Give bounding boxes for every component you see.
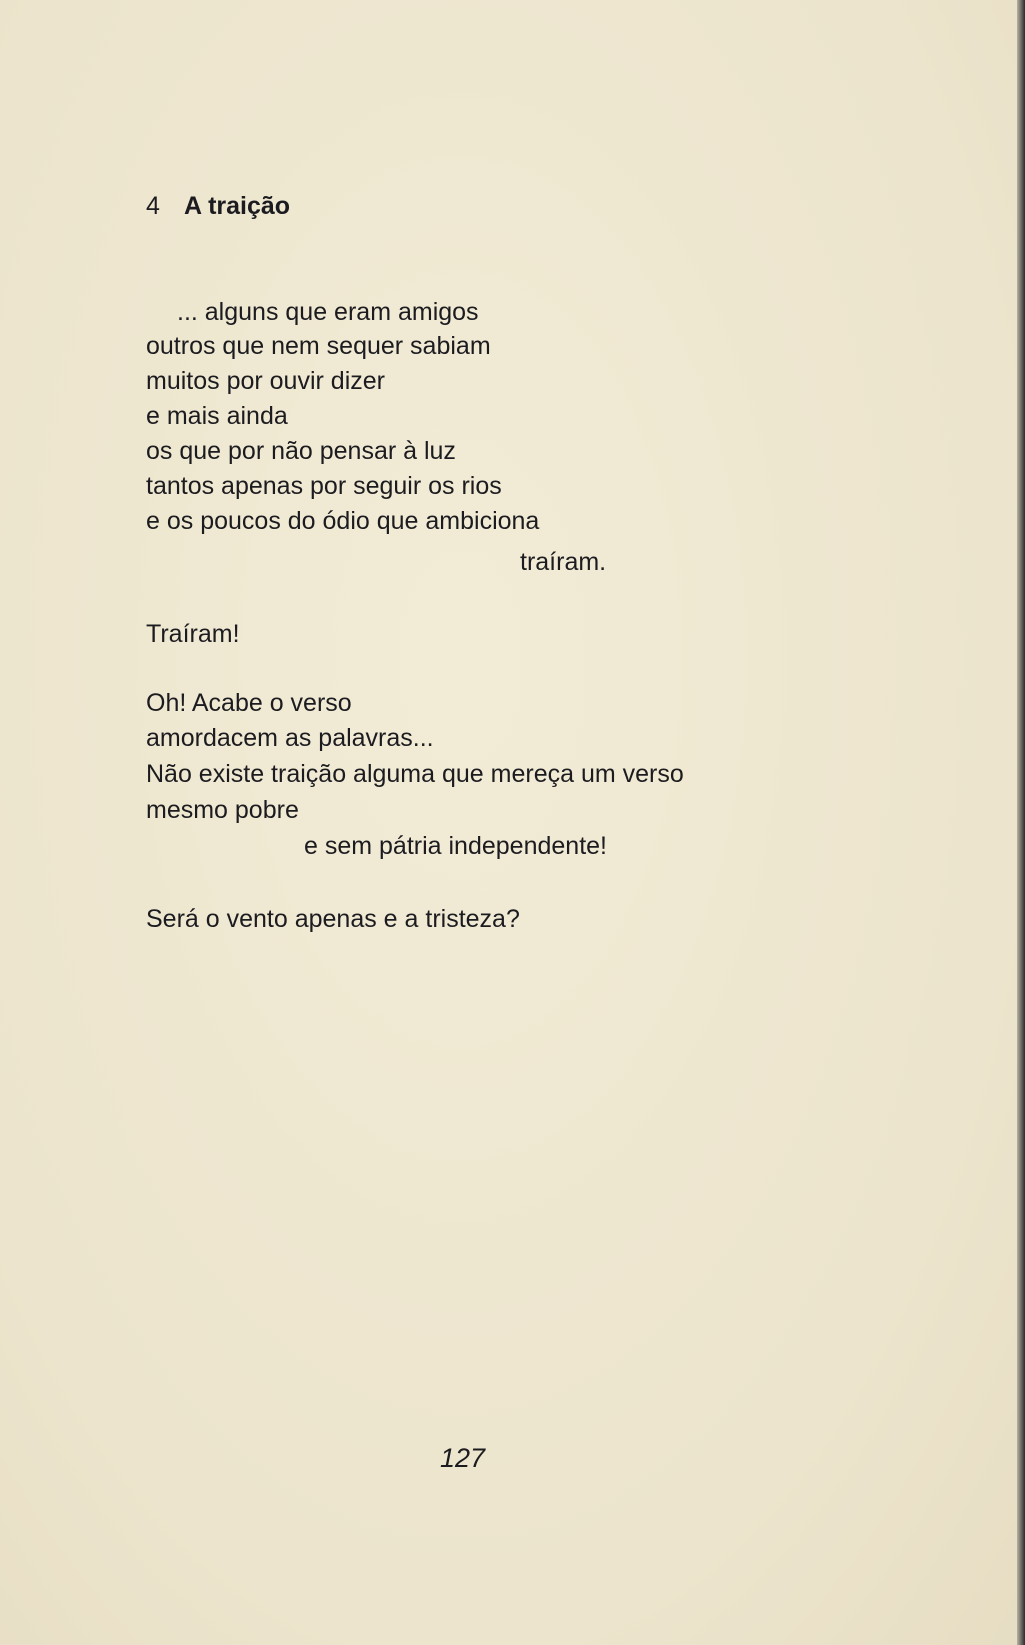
poem-line: traíram.: [520, 548, 607, 576]
book-spine-edge: [1017, 0, 1025, 1645]
poem-line: os que por não pensar à luz: [146, 437, 456, 465]
chapter-title: A traição: [184, 192, 291, 220]
poem-line: tantos apenas por seguir os rios: [146, 472, 502, 500]
poem-line: Traíram!: [146, 620, 240, 648]
page-number: 127: [440, 1443, 486, 1473]
poem-line: outros que nem sequer sabiam: [146, 332, 491, 360]
poem-line: e mais ainda: [146, 402, 288, 430]
poem-line: amordacem as palavras...: [146, 724, 434, 752]
poem-line: muitos por ouvir dizer: [146, 367, 385, 395]
chapter-heading: [146, 186, 290, 226]
poem-line: Não existe traição alguma que mereça um verso: [146, 760, 684, 788]
poem-line: e sem pátria independente!: [304, 832, 607, 860]
poem-line: Oh! Acabe o verso: [146, 689, 352, 717]
poem-line: mesmo pobre: [146, 796, 299, 824]
poem-line: Será o vento apenas e a tristeza?: [146, 905, 520, 933]
poem-line: e os poucos do ódio que ambiciona: [146, 507, 540, 535]
poem-line: ... alguns que eram amigos: [177, 298, 479, 326]
chapter-number: 4: [146, 192, 160, 220]
